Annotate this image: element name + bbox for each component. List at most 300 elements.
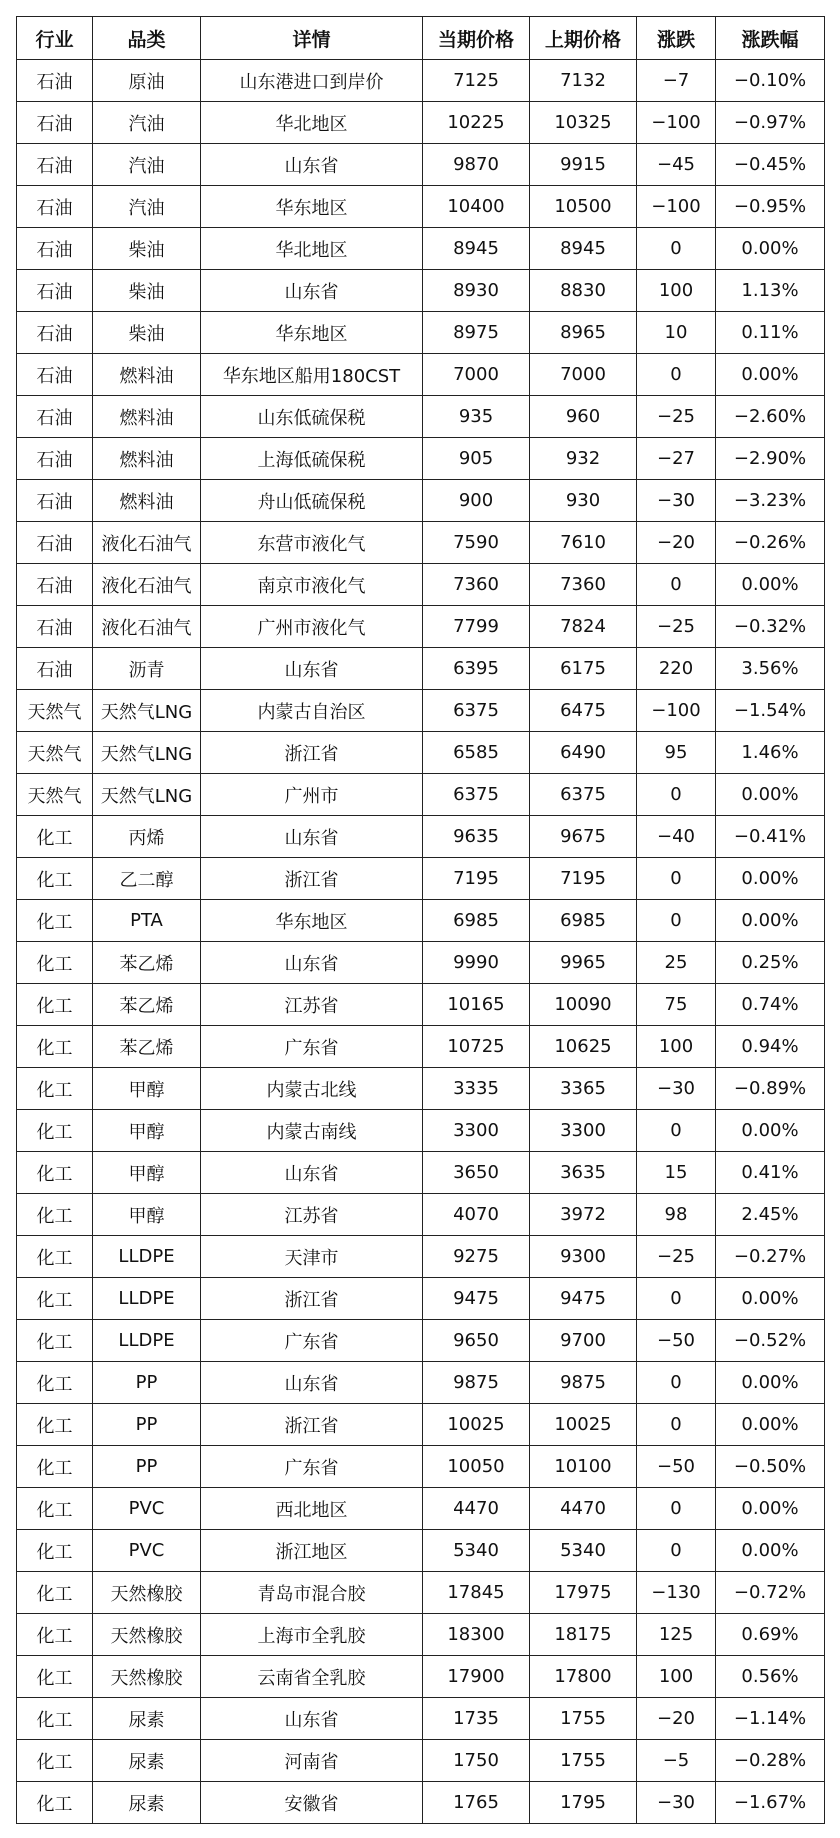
cell-change: 0 <box>637 1362 716 1404</box>
cell-industry: 天然气 <box>17 732 93 774</box>
cell-industry: 化工 <box>17 816 93 858</box>
cell-previous-price: 3365 <box>530 1068 637 1110</box>
cell-current-price: 9635 <box>423 816 530 858</box>
table-row <box>17 1194 825 1236</box>
cell-change: 0 <box>637 564 716 606</box>
cell-current-price: 9990 <box>423 942 530 984</box>
cell-industry: 石油 <box>17 60 93 102</box>
cell-previous-price: 9875 <box>530 1362 637 1404</box>
cell-change-percent: 0.74% <box>716 984 825 1026</box>
cell-current-price: 935 <box>423 396 530 438</box>
cell-previous-price: 4470 <box>530 1488 637 1530</box>
cell-change: −25 <box>637 1236 716 1278</box>
cell-change-percent: 0.00% <box>716 1404 825 1446</box>
cell-category: PP <box>93 1404 201 1446</box>
cell-current-price: 5340 <box>423 1530 530 1572</box>
cell-category: 甲醇 <box>93 1152 201 1194</box>
cell-current-price: 7000 <box>423 354 530 396</box>
header-category: 品类 <box>93 17 201 60</box>
cell-change-percent: 0.41% <box>716 1152 825 1194</box>
cell-previous-price: 7000 <box>530 354 637 396</box>
cell-industry: 天然气 <box>17 690 93 732</box>
cell-change-percent: 0.11% <box>716 312 825 354</box>
cell-current-price: 10050 <box>423 1446 530 1488</box>
table-row <box>17 606 825 648</box>
cell-current-price: 4070 <box>423 1194 530 1236</box>
cell-category: 丙烯 <box>93 816 201 858</box>
cell-previous-price: 8965 <box>530 312 637 354</box>
cell-change-percent: −1.54% <box>716 690 825 732</box>
cell-change: −30 <box>637 1782 716 1824</box>
cell-change-percent: −0.50% <box>716 1446 825 1488</box>
cell-previous-price: 6375 <box>530 774 637 816</box>
cell-change: 0 <box>637 1110 716 1152</box>
table-row <box>17 102 825 144</box>
table-row <box>17 648 825 690</box>
cell-change-percent: −2.60% <box>716 396 825 438</box>
table-row <box>17 690 825 732</box>
cell-change: 15 <box>637 1152 716 1194</box>
cell-category: 尿素 <box>93 1698 201 1740</box>
price-table <box>16 16 825 1824</box>
cell-category: 液化石油气 <box>93 606 201 648</box>
cell-category: 柴油 <box>93 270 201 312</box>
cell-previous-price: 5340 <box>530 1530 637 1572</box>
table-row <box>17 186 825 228</box>
cell-category: 柴油 <box>93 228 201 270</box>
cell-industry: 化工 <box>17 1446 93 1488</box>
cell-details: 山东低硫保税 <box>201 396 423 438</box>
cell-change-percent: 1.46% <box>716 732 825 774</box>
cell-industry: 化工 <box>17 1026 93 1068</box>
cell-industry: 化工 <box>17 1404 93 1446</box>
cell-change-percent: −0.32% <box>716 606 825 648</box>
cell-details: 山东省 <box>201 1698 423 1740</box>
table-row <box>17 942 825 984</box>
cell-previous-price: 18175 <box>530 1614 637 1656</box>
cell-details: 河南省 <box>201 1740 423 1782</box>
cell-change: −27 <box>637 438 716 480</box>
cell-change: 100 <box>637 1656 716 1698</box>
cell-change-percent: −0.41% <box>716 816 825 858</box>
cell-current-price: 6375 <box>423 774 530 816</box>
cell-change: −100 <box>637 102 716 144</box>
cell-change-percent: 0.00% <box>716 228 825 270</box>
cell-previous-price: 7610 <box>530 522 637 564</box>
cell-industry: 天然气 <box>17 774 93 816</box>
cell-details: 华东地区船用180CST <box>201 354 423 396</box>
cell-previous-price: 9965 <box>530 942 637 984</box>
cell-details: 内蒙古自治区 <box>201 690 423 732</box>
cell-current-price: 17900 <box>423 1656 530 1698</box>
cell-industry: 化工 <box>17 1782 93 1824</box>
cell-previous-price: 1795 <box>530 1782 637 1824</box>
cell-category: 甲醇 <box>93 1194 201 1236</box>
cell-current-price: 7195 <box>423 858 530 900</box>
cell-industry: 化工 <box>17 1236 93 1278</box>
cell-previous-price: 7824 <box>530 606 637 648</box>
cell-previous-price: 17800 <box>530 1656 637 1698</box>
cell-details: 山东港进口到岸价 <box>201 60 423 102</box>
table-row <box>17 1278 825 1320</box>
cell-industry: 化工 <box>17 1152 93 1194</box>
cell-current-price: 7799 <box>423 606 530 648</box>
cell-industry: 化工 <box>17 984 93 1026</box>
cell-current-price: 10725 <box>423 1026 530 1068</box>
cell-details: 浙江地区 <box>201 1530 423 1572</box>
cell-industry: 化工 <box>17 1320 93 1362</box>
cell-change: 100 <box>637 270 716 312</box>
cell-category: 天然橡胶 <box>93 1572 201 1614</box>
cell-category: 原油 <box>93 60 201 102</box>
cell-details: 江苏省 <box>201 1194 423 1236</box>
cell-industry: 石油 <box>17 522 93 564</box>
cell-current-price: 3335 <box>423 1068 530 1110</box>
cell-industry: 化工 <box>17 1194 93 1236</box>
cell-current-price: 9870 <box>423 144 530 186</box>
cell-previous-price: 10090 <box>530 984 637 1026</box>
cell-previous-price: 10625 <box>530 1026 637 1068</box>
table-row <box>17 228 825 270</box>
header-previous-price: 上期价格 <box>530 17 637 60</box>
cell-current-price: 8930 <box>423 270 530 312</box>
cell-industry: 化工 <box>17 1614 93 1656</box>
cell-change-percent: 0.00% <box>716 1530 825 1572</box>
cell-previous-price: 7195 <box>530 858 637 900</box>
cell-industry: 石油 <box>17 648 93 690</box>
cell-previous-price: 7132 <box>530 60 637 102</box>
cell-change: −20 <box>637 522 716 564</box>
table-row <box>17 60 825 102</box>
table-row <box>17 774 825 816</box>
cell-current-price: 7360 <box>423 564 530 606</box>
cell-change-percent: −2.90% <box>716 438 825 480</box>
table-row <box>17 1698 825 1740</box>
cell-current-price: 7125 <box>423 60 530 102</box>
header-industry: 行业 <box>17 17 93 60</box>
cell-change: 75 <box>637 984 716 1026</box>
table-row <box>17 1782 825 1824</box>
cell-industry: 石油 <box>17 480 93 522</box>
cell-current-price: 905 <box>423 438 530 480</box>
cell-details: 江苏省 <box>201 984 423 1026</box>
cell-current-price: 6585 <box>423 732 530 774</box>
cell-change-percent: −0.52% <box>716 1320 825 1362</box>
table-row <box>17 1614 825 1656</box>
cell-change: −45 <box>637 144 716 186</box>
cell-details: 山东省 <box>201 144 423 186</box>
cell-details: 浙江省 <box>201 858 423 900</box>
cell-previous-price: 8830 <box>530 270 637 312</box>
cell-details: 浙江省 <box>201 732 423 774</box>
cell-change-percent: −0.28% <box>716 1740 825 1782</box>
table-row <box>17 858 825 900</box>
cell-change: 0 <box>637 774 716 816</box>
cell-current-price: 9275 <box>423 1236 530 1278</box>
cell-category: 燃料油 <box>93 480 201 522</box>
table-row <box>17 1446 825 1488</box>
cell-change: −5 <box>637 1740 716 1782</box>
cell-category: LLDPE <box>93 1278 201 1320</box>
cell-details: 山东省 <box>201 816 423 858</box>
cell-change: 0 <box>637 354 716 396</box>
cell-current-price: 8945 <box>423 228 530 270</box>
cell-industry: 石油 <box>17 144 93 186</box>
table-row <box>17 1530 825 1572</box>
cell-change: −100 <box>637 186 716 228</box>
cell-change-percent: 0.00% <box>716 774 825 816</box>
cell-previous-price: 960 <box>530 396 637 438</box>
cell-previous-price: 1755 <box>530 1698 637 1740</box>
cell-previous-price: 9300 <box>530 1236 637 1278</box>
cell-category: 尿素 <box>93 1740 201 1782</box>
cell-category: 苯乙烯 <box>93 984 201 1026</box>
table-row <box>17 438 825 480</box>
table-row <box>17 1740 825 1782</box>
cell-category: 汽油 <box>93 144 201 186</box>
table-row <box>17 1236 825 1278</box>
cell-category: 天然橡胶 <box>93 1614 201 1656</box>
cell-current-price: 18300 <box>423 1614 530 1656</box>
cell-current-price: 10165 <box>423 984 530 1026</box>
cell-previous-price: 10325 <box>530 102 637 144</box>
cell-change-percent: 1.13% <box>716 270 825 312</box>
cell-current-price: 9650 <box>423 1320 530 1362</box>
table-row <box>17 1068 825 1110</box>
cell-category: 沥青 <box>93 648 201 690</box>
cell-details: 华北地区 <box>201 228 423 270</box>
table-row <box>17 1026 825 1068</box>
cell-category: 汽油 <box>93 186 201 228</box>
cell-details: 浙江省 <box>201 1404 423 1446</box>
cell-change: 95 <box>637 732 716 774</box>
cell-previous-price: 6475 <box>530 690 637 732</box>
cell-change: 0 <box>637 228 716 270</box>
cell-category: 汽油 <box>93 102 201 144</box>
cell-current-price: 9475 <box>423 1278 530 1320</box>
table-row <box>17 522 825 564</box>
cell-previous-price: 10500 <box>530 186 637 228</box>
cell-category: LLDPE <box>93 1236 201 1278</box>
cell-category: 天然气LNG <box>93 732 201 774</box>
cell-change: 0 <box>637 1488 716 1530</box>
cell-change: 98 <box>637 1194 716 1236</box>
cell-industry: 石油 <box>17 396 93 438</box>
cell-industry: 石油 <box>17 606 93 648</box>
cell-category: 苯乙烯 <box>93 1026 201 1068</box>
cell-industry: 化工 <box>17 1068 93 1110</box>
cell-change-percent: 0.00% <box>716 1362 825 1404</box>
cell-change: −30 <box>637 1068 716 1110</box>
cell-current-price: 9875 <box>423 1362 530 1404</box>
cell-details: 天津市 <box>201 1236 423 1278</box>
cell-current-price: 900 <box>423 480 530 522</box>
cell-industry: 化工 <box>17 858 93 900</box>
cell-details: 安徽省 <box>201 1782 423 1824</box>
cell-industry: 化工 <box>17 1698 93 1740</box>
cell-change: −7 <box>637 60 716 102</box>
cell-change-percent: −1.14% <box>716 1698 825 1740</box>
header-current-price: 当期价格 <box>423 17 530 60</box>
cell-previous-price: 9675 <box>530 816 637 858</box>
cell-industry: 化工 <box>17 1110 93 1152</box>
cell-current-price: 10225 <box>423 102 530 144</box>
cell-current-price: 3300 <box>423 1110 530 1152</box>
table-header-row <box>17 17 825 60</box>
cell-change: −100 <box>637 690 716 732</box>
cell-category: 天然气LNG <box>93 690 201 732</box>
cell-change-percent: −0.45% <box>716 144 825 186</box>
cell-details: 云南省全乳胶 <box>201 1656 423 1698</box>
cell-category: LLDPE <box>93 1320 201 1362</box>
cell-details: 上海低硫保税 <box>201 438 423 480</box>
cell-current-price: 1750 <box>423 1740 530 1782</box>
cell-category: 乙二醇 <box>93 858 201 900</box>
cell-category: PVC <box>93 1488 201 1530</box>
cell-change: −130 <box>637 1572 716 1614</box>
cell-previous-price: 9475 <box>530 1278 637 1320</box>
cell-previous-price: 17975 <box>530 1572 637 1614</box>
cell-category: 天然气LNG <box>93 774 201 816</box>
header-details: 详情 <box>201 17 423 60</box>
cell-previous-price: 10025 <box>530 1404 637 1446</box>
cell-category: PP <box>93 1362 201 1404</box>
cell-industry: 化工 <box>17 1362 93 1404</box>
cell-change: −50 <box>637 1446 716 1488</box>
cell-details: 舟山低硫保税 <box>201 480 423 522</box>
cell-details: 东营市液化气 <box>201 522 423 564</box>
cell-previous-price: 7360 <box>530 564 637 606</box>
table-row <box>17 1152 825 1194</box>
cell-change-percent: −0.95% <box>716 186 825 228</box>
cell-industry: 石油 <box>17 438 93 480</box>
table-row <box>17 480 825 522</box>
cell-category: 液化石油气 <box>93 564 201 606</box>
cell-change-percent: 3.56% <box>716 648 825 690</box>
cell-change-percent: 0.00% <box>716 900 825 942</box>
cell-category: PP <box>93 1446 201 1488</box>
cell-previous-price: 6175 <box>530 648 637 690</box>
cell-industry: 石油 <box>17 270 93 312</box>
cell-category: 燃料油 <box>93 396 201 438</box>
cell-details: 华东地区 <box>201 312 423 354</box>
cell-change: −30 <box>637 480 716 522</box>
cell-previous-price: 8945 <box>530 228 637 270</box>
cell-category: 甲醇 <box>93 1068 201 1110</box>
cell-industry: 石油 <box>17 228 93 270</box>
table-row <box>17 984 825 1026</box>
cell-details: 华东地区 <box>201 900 423 942</box>
cell-industry: 化工 <box>17 1656 93 1698</box>
cell-change: −40 <box>637 816 716 858</box>
cell-industry: 石油 <box>17 564 93 606</box>
cell-change: −25 <box>637 606 716 648</box>
cell-category: PTA <box>93 900 201 942</box>
cell-change: 100 <box>637 1026 716 1068</box>
header-change: 涨跌 <box>637 17 716 60</box>
cell-details: 华北地区 <box>201 102 423 144</box>
cell-details: 山东省 <box>201 1362 423 1404</box>
cell-previous-price: 3300 <box>530 1110 637 1152</box>
cell-details: 广州市液化气 <box>201 606 423 648</box>
cell-current-price: 4470 <box>423 1488 530 1530</box>
cell-change-percent: −1.67% <box>716 1782 825 1824</box>
cell-change: 0 <box>637 900 716 942</box>
cell-change: 10 <box>637 312 716 354</box>
cell-category: 甲醇 <box>93 1110 201 1152</box>
cell-change-percent: 0.00% <box>716 564 825 606</box>
cell-details: 内蒙古南线 <box>201 1110 423 1152</box>
cell-previous-price: 1755 <box>530 1740 637 1782</box>
table-row <box>17 900 825 942</box>
cell-industry: 化工 <box>17 1488 93 1530</box>
cell-category: 燃料油 <box>93 354 201 396</box>
cell-current-price: 1735 <box>423 1698 530 1740</box>
cell-change-percent: −0.72% <box>716 1572 825 1614</box>
table-row <box>17 1572 825 1614</box>
table-row <box>17 1404 825 1446</box>
cell-current-price: 6375 <box>423 690 530 732</box>
header-change-percent: 涨跌幅 <box>716 17 825 60</box>
cell-previous-price: 9915 <box>530 144 637 186</box>
cell-category: 苯乙烯 <box>93 942 201 984</box>
cell-change-percent: 0.00% <box>716 1488 825 1530</box>
cell-current-price: 10400 <box>423 186 530 228</box>
cell-previous-price: 6490 <box>530 732 637 774</box>
cell-previous-price: 3635 <box>530 1152 637 1194</box>
cell-category: 天然橡胶 <box>93 1656 201 1698</box>
cell-details: 西北地区 <box>201 1488 423 1530</box>
cell-category: 液化石油气 <box>93 522 201 564</box>
table-row <box>17 354 825 396</box>
cell-industry: 化工 <box>17 1278 93 1320</box>
cell-change: 0 <box>637 1278 716 1320</box>
cell-change-percent: −0.97% <box>716 102 825 144</box>
cell-details: 上海市全乳胶 <box>201 1614 423 1656</box>
cell-previous-price: 9700 <box>530 1320 637 1362</box>
cell-current-price: 7590 <box>423 522 530 564</box>
cell-change-percent: 0.00% <box>716 354 825 396</box>
cell-current-price: 3650 <box>423 1152 530 1194</box>
cell-details: 南京市液化气 <box>201 564 423 606</box>
table-row <box>17 564 825 606</box>
cell-change-percent: 0.94% <box>716 1026 825 1068</box>
cell-change: 125 <box>637 1614 716 1656</box>
cell-category: PVC <box>93 1530 201 1572</box>
cell-current-price: 6985 <box>423 900 530 942</box>
cell-change: 0 <box>637 1530 716 1572</box>
cell-change: 0 <box>637 1404 716 1446</box>
cell-details: 内蒙古北线 <box>201 1068 423 1110</box>
cell-details: 广东省 <box>201 1026 423 1068</box>
cell-category: 尿素 <box>93 1782 201 1824</box>
cell-details: 广东省 <box>201 1320 423 1362</box>
table-row <box>17 1362 825 1404</box>
table-row <box>17 1656 825 1698</box>
cell-details: 山东省 <box>201 648 423 690</box>
cell-change: −20 <box>637 1698 716 1740</box>
cell-current-price: 17845 <box>423 1572 530 1614</box>
table-row <box>17 816 825 858</box>
cell-previous-price: 932 <box>530 438 637 480</box>
cell-industry: 化工 <box>17 900 93 942</box>
price-table-container <box>16 16 824 1824</box>
cell-change: 0 <box>637 858 716 900</box>
cell-industry: 石油 <box>17 186 93 228</box>
cell-change-percent: −3.23% <box>716 480 825 522</box>
cell-previous-price: 6985 <box>530 900 637 942</box>
cell-change-percent: −0.27% <box>716 1236 825 1278</box>
